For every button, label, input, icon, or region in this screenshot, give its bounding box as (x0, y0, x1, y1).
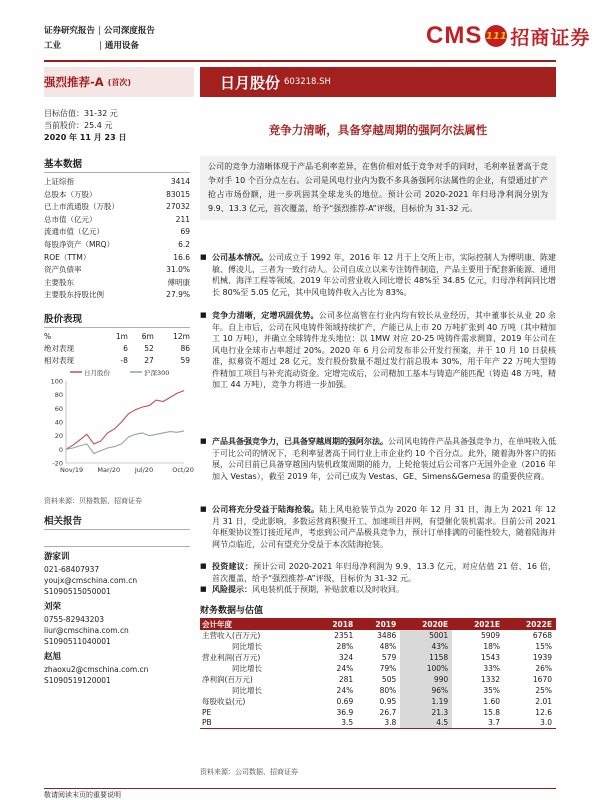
fin-header-cell: 2022E (504, 618, 556, 630)
fin-cell: 324 (338, 653, 354, 662)
basic-data-row (44, 264, 190, 277)
y-tick-label: 40 (54, 418, 63, 427)
fin-cell: 15.8 (483, 707, 501, 717)
basic-data-row (44, 189, 190, 202)
analyst-phone: 0755-82943203 (44, 615, 104, 624)
fin-cell: 48% (379, 642, 397, 651)
bullet-text: 公司风电铸件产品具备强竞争力，在单吨收入低于可比公司的情况下，毛利率显著高于同行业上市企业约 10 个百分点。此外，随着海外客户的拓展，公司目前已具备穿越国内装机政策周期的能力，上轮抢装过后公司客户无国外企业（2016 年加入 Vestas），截至 2019 年，公司已成为 Vestas、GE、Simens&Gemesa 的重要供应商。 (212, 437, 556, 481)
analyst-email[interactable]: zhaoxu2@cmschina.com.cn (44, 665, 149, 674)
fin-cell: 5001 (400, 630, 452, 641)
bullet-title: 投资建议： (212, 562, 254, 571)
fin-cell: 1158 (400, 652, 452, 663)
bullet-competitiveness (200, 310, 556, 391)
fin-cell: 15% (535, 642, 552, 651)
basic-data-label: 上证综指 (44, 177, 74, 186)
table-row (200, 652, 556, 663)
report-type: 证券研究报告 (44, 26, 96, 36)
bullet-risk (200, 584, 556, 596)
legend-label: 日月股份 (84, 369, 110, 377)
basic-data-title: 基本数据 (44, 156, 190, 173)
y-tick-label: -20 (52, 459, 63, 468)
basic-data-row (44, 277, 190, 290)
table-row (200, 707, 556, 718)
legend-label: 沪深300 (144, 369, 170, 377)
basic-data-value: 27.9% (166, 290, 190, 300)
y-tick-label: 80 (54, 391, 63, 400)
price-chart-svg (44, 367, 194, 477)
table-row (44, 355, 190, 367)
basic-data-value: 傅明康 (167, 277, 190, 287)
performance-table (44, 331, 190, 367)
company-banner (200, 67, 556, 97)
basic-data-row (44, 176, 190, 189)
fin-row-label: PB (200, 718, 314, 729)
financials-title: 财务数据与估值 (200, 603, 556, 619)
fin-cell: 33% (483, 664, 501, 673)
table-row (200, 685, 556, 696)
fin-cell: 26.7 (379, 707, 397, 717)
basic-data-value: 6.2 (178, 239, 190, 249)
rating-label: 强烈推荐-A (44, 75, 104, 89)
fin-cell: 3.7 (452, 718, 504, 729)
sector: 工业 (44, 41, 62, 51)
x-tick-label: Jul/20 (134, 466, 154, 474)
logo-latin: CMS (426, 22, 483, 49)
report-header: 证券研究报告 | 公司深度报告 工业 | 通用设备 (44, 26, 155, 51)
basic-data-label: 资产负债率 (44, 265, 82, 275)
fin-cell: 281 (338, 675, 354, 684)
fin-cell: 1670 (532, 675, 552, 684)
summary-box: 公司的竞争力清晰体现于产品毛利率差异，在售价相对低于竞争对手的同时，毛利率显著高于竞争对手 10 个百分点左右。公司是风电行业内为数不多具备强阿尔法属性的企业，有望通过扩产抢占市场份额，进一步巩固其全球龙头的地位。预计公司 2020-2021 年归母净利润分别为 9.9、13.3 亿元，首次覆盖，给予“强烈推荐-A”评级，目标价为 31-32 元。 (200, 156, 556, 220)
basic-data-label: ROE（TTM） (44, 252, 91, 262)
fin-cell: 990 (400, 674, 452, 685)
table-row (200, 641, 556, 652)
fin-cell: 1939 (532, 653, 552, 662)
company-code: 603218.SH (284, 77, 331, 87)
perf-header-cell: 12m (173, 332, 190, 341)
bullet-text: 公司成立于 1992 年，2016 年 12 月于上交所上市，实际控制人为傅明康、陈建敏、傅凌儿，三者为一致行动人。公司自成立以来专注铸件制造，产品主要用于配套新能源、通用机械、海洋工程等领域。2019 年公司营业收入同比增长 48%至 34.85 亿元，归母净利润同比增长 80%至 5.05 亿元，其中风电铸件收入占比为 83%。 (212, 253, 556, 297)
company-name: 日月股份 (220, 73, 281, 92)
related-title: 相关报告 (44, 513, 190, 530)
fin-row-label: 净利润(百万元) (202, 675, 253, 684)
basic-data-label: 主要股东 (44, 277, 74, 287)
fin-cell: 1.60 (483, 697, 501, 706)
analyst-cert: S1090511040001 (44, 637, 111, 646)
fin-cell: 80% (379, 686, 397, 695)
x-tick-label: Nov/19 (60, 466, 84, 474)
perf-cell: 绝对表现 (44, 344, 74, 353)
report-kind: 公司深度报告 (103, 26, 155, 36)
y-tick-label: 0 (58, 445, 63, 454)
x-tick-label: Oct/20 (172, 466, 194, 474)
fin-row-label: PE (202, 707, 212, 717)
fin-cell: 36.9 (336, 707, 354, 717)
perf-header-cell: 1m (115, 332, 128, 341)
header-rule (44, 60, 556, 62)
fin-cell: 24% (336, 686, 354, 695)
y-tick-label: 60 (54, 404, 63, 413)
bullet-title: 竞争力清晰，定增巩固优势。 (212, 311, 319, 320)
analyst-phone: 021-68407937 (44, 565, 100, 574)
basic-data-row (44, 226, 190, 239)
basic-data-value: 69 (180, 227, 190, 237)
fin-cell: 2.01 (535, 697, 552, 706)
basic-data-row (44, 289, 190, 302)
bullet-rush-install (200, 504, 556, 550)
table-row (44, 343, 190, 355)
analysts (44, 546, 190, 686)
perf-cell: 6 (123, 344, 128, 353)
bullet-title: 公司将充分受益于陆海抢装。 (212, 505, 320, 514)
fin-cell: 28% (336, 642, 354, 651)
fin-cell: 6768 (532, 631, 552, 640)
fin-header-cell: 2019 (357, 618, 400, 630)
bullet-text: 陆上风电抢装节点为 2020 年 12 月 31 日，海上为 2021 年 12 月 31 日，受此影响，多数运营商积聚开工、加速项目并网，有望催化装机需求。目前公司 2021 年框架协议签订接近尾声，考虑到公司产品极具竞争力，预计订单排满的可能性较大，随着陆海并网节点临近，公司有望充分受益于本次陆海抢装。 (212, 505, 556, 549)
bullet-text: 预计公司 2020-2021 年归母净利润为 9.9、13.3 亿元，对应估值 21 倍、16 倍，首次覆盖，给予“强烈推荐-A”评级，目标价为 31-32 元。 (212, 562, 556, 583)
perf-header-cell: 6m (141, 332, 154, 341)
price-chart (44, 367, 194, 477)
basic-data-value: 27032 (166, 202, 190, 212)
financials-source: 资料来源：公司数据、招商证券 (200, 768, 298, 776)
basic-data-label: 已上市流通股（万股） (44, 202, 119, 212)
fin-cell: 505 (381, 675, 397, 684)
fin-row-label: 同比增长 (232, 664, 262, 673)
fin-cell: 79% (379, 664, 397, 673)
fin-cell: 1.19 (400, 696, 452, 707)
table-row (200, 630, 556, 641)
fin-cell: 3486 (377, 631, 397, 640)
fin-cell: 24% (336, 664, 354, 673)
basic-data-value: 16.6 (173, 252, 190, 262)
fin-header-cell: 2018 (314, 618, 357, 630)
table-row (200, 718, 556, 729)
fin-header-cell: 2020E (400, 618, 452, 630)
basic-data-value: 31.0% (166, 265, 190, 275)
bullet-investment (200, 561, 556, 584)
report-date: 2020 年 11 月 23 日 (44, 133, 127, 142)
footer-note: 敬请阅读末页的重要说明 (44, 791, 121, 799)
perf-cell: 59 (180, 356, 190, 365)
current-price: 当前股价：25.4 元 (44, 121, 113, 130)
sub-sector: 通用设备 (104, 41, 139, 51)
fin-cell: 18% (483, 642, 501, 651)
fin-cell: 25% (535, 686, 552, 695)
fin-cell: 579 (381, 653, 397, 662)
related-reports (44, 513, 190, 533)
fin-row-label: 同比增长 (232, 642, 262, 651)
fin-cell: 3.0 (504, 718, 556, 729)
fin-cell: 26% (535, 664, 552, 673)
analyst-cert: S1090515050001 (44, 587, 111, 596)
perf-cell: 相对表现 (44, 356, 74, 365)
perf-cell: -8 (120, 356, 128, 365)
basic-data-row (44, 252, 190, 265)
basic-data-value: 83015 (166, 189, 190, 199)
perf-cell: 27 (144, 356, 154, 365)
fin-cell: 1332 (480, 675, 501, 684)
fin-cell: 43% (400, 641, 452, 652)
bullet-title: 风险提示： (212, 585, 252, 594)
fin-row-label: 每股收益(元) (202, 697, 246, 706)
bullet-text: 公司多位高管在行业内均有较长从业经历，其中董事长从业 20 余年。自上市后，公司在风电铸件领域持续扩产，产能已从上市 20 万吨扩张到 40 万吨（其中精加工 10 万吨），并确立全球铸件龙头地位：以 1MW 对应 20-25 吨铸件需求测算，2019 年公司在风电行业全球市占率超过 20%。2020 年 6 月公司发布非公开发行预案，并于 10 月 10 日获核准，拟募资不超过 28 亿元，发行股份数量不超过发行前总股本 30%，用于年产 22 万吨大型铸件精加工项目与补充流动资金。定增完成后，公司精加工基本与铸造产能匹配（铸造 48 万吨，精加工 44 万吨），竞争力将进一步加强。 (212, 311, 557, 389)
fin-header-cell: 2021E (452, 618, 504, 630)
logo-emblem-icon: 111 (485, 25, 507, 47)
footer-rule (44, 788, 556, 789)
basic-data-row (44, 201, 190, 214)
rating-banner (44, 67, 194, 97)
y-tick-label: 20 (54, 432, 63, 441)
fin-cell: 35% (483, 686, 501, 695)
target-price: 目标估值：31-32 元 (44, 109, 118, 118)
fin-cell: 4.5 (400, 718, 452, 729)
fin-cell: 12.6 (535, 707, 552, 717)
fin-cell: 0.95 (379, 697, 397, 706)
basic-data-label: 流通市值（亿元） (44, 227, 104, 237)
analyst-cert: S1090519120001 (44, 676, 111, 685)
basic-data-label: 主要股东持股比例 (44, 290, 104, 300)
analyst-name: 赵旭 (44, 652, 62, 662)
basic-data-row (44, 214, 190, 227)
basic-data (44, 156, 190, 302)
fin-cell: 3.8 (357, 718, 400, 729)
fin-cell: 21.3 (400, 707, 452, 718)
analyst-name: 刘荣 (44, 602, 62, 612)
basic-data-value: 211 (175, 214, 190, 224)
cms-logo (426, 22, 590, 50)
fin-row-label: 同比增长 (232, 686, 262, 695)
table-row (200, 674, 556, 685)
fin-cell: 2351 (334, 631, 354, 640)
performance-title: 股价表现 (44, 311, 190, 328)
fin-row-label: 营业利润(百万元) (202, 653, 261, 662)
bullet-text: 风电装机低于预期，补贴款难以及时收回。 (252, 585, 404, 594)
x-tick-label: Mar/20 (97, 466, 121, 474)
fin-cell: 1543 (480, 653, 501, 662)
headline: 竞争力清晰，具备穿越周期的强阿尔法属性 (268, 123, 488, 137)
y-tick-label: 100 (50, 377, 63, 386)
fin-cell: 5909 (480, 631, 501, 640)
fin-cell: 3.5 (314, 718, 357, 729)
rating-note: (首次) (107, 77, 131, 87)
fin-row-label: 主营收入(百万元) (202, 631, 261, 640)
basic-data-row (44, 239, 190, 252)
perf-cell: 52 (144, 344, 154, 353)
financials-table (200, 618, 556, 729)
logo-cn: 招商证券 (510, 26, 591, 49)
chart-source: 资料来源：贝格数据、招商证券 (44, 497, 142, 505)
basic-data-label: 每股净资产（MRQ） (44, 239, 115, 249)
series-line-index (66, 431, 184, 454)
target-block (44, 108, 126, 144)
fin-cell: 100% (400, 663, 452, 674)
bullet-basic-info (200, 252, 556, 298)
bullet-title: 公司基本情况。 (212, 253, 269, 262)
table-row (200, 663, 556, 674)
analyst-email[interactable]: liur@cmschina.com.cn (44, 626, 129, 635)
bullet-alpha (200, 436, 556, 482)
fin-header-cell: 会计年度 (200, 618, 314, 630)
analyst-email[interactable]: youjx@cmschina.com.cn (44, 576, 138, 585)
performance (44, 311, 194, 477)
perf-cell: 86 (180, 344, 190, 353)
analyst-name: 游家训 (44, 552, 70, 562)
table-row (200, 696, 556, 707)
basic-data-value: 3414 (170, 177, 190, 186)
fin-cell: 0.69 (336, 697, 354, 706)
basic-data-label: 总市值（亿元） (44, 214, 97, 224)
fin-cell: 96% (400, 685, 452, 696)
basic-data-label: 总股本（万股） (44, 189, 97, 199)
perf-header-cell: % (44, 332, 52, 341)
bullet-title: 产品具备强竞争力，已具备穿越周期的强阿尔法。 (212, 437, 388, 446)
